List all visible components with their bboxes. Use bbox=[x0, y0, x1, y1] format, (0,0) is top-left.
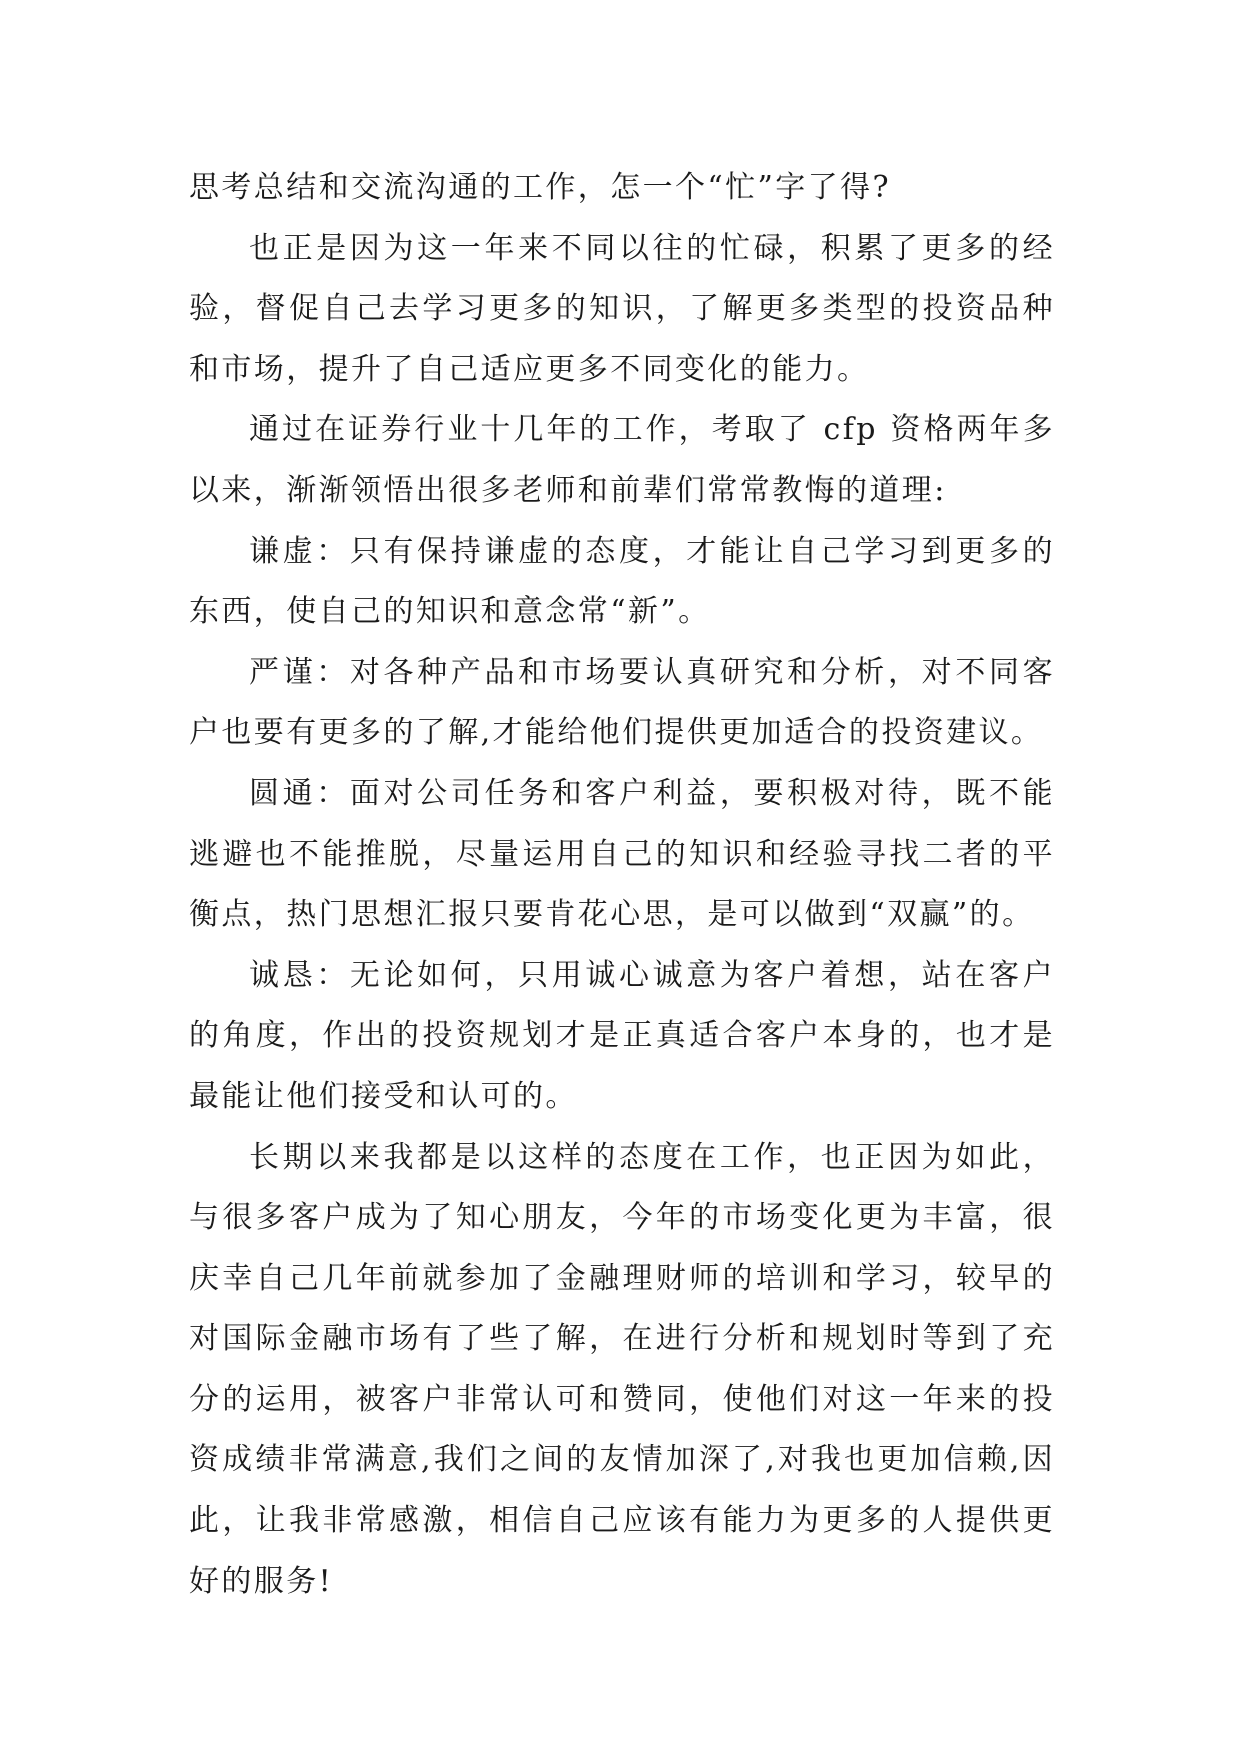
paragraph-continuation: 思考总结和交流沟通的工作，怎一个“忙”字了得? bbox=[189, 170, 891, 205]
paragraph-securities-career: 通过在证券行业十几年的工作，考取了 cfp 资格两年多以来，渐渐领悟出很多老师和前辈们常常教悔的道理: bbox=[189, 412, 1055, 508]
paragraph-sincerity: 诚恳：无论如何，只用诚心诚意为客户着想，站在客户的角度，作出的投资规划才是正真适合客户本身的，也才是最能让他们接受和认可的。 bbox=[189, 957, 1055, 1114]
document-body bbox=[189, 158, 1055, 1612]
paragraph-flexibility: 圆通：面对公司任务和客户利益，要积极对待，既不能逃避也不能推脱，尽量运用自己的知识和经验寻找二者的平衡点，热门思想汇报只要肯花心思，是可以做到“双赢”的。 bbox=[189, 775, 1055, 933]
paragraph-busy-experience: 也正是因为这一年来不同以往的忙碌，积累了更多的经验，督促自己去学习更多的知识，了解更多类型的投资品种和市场，提升了自己适应更多不同变化的能力。 bbox=[189, 230, 1055, 387]
paragraph-rigor: 严谨：对各种产品和市场要认真研究和分析，对不同客户也要有更多的了解,才能给他们提供更加适合的投资建议。 bbox=[189, 654, 1055, 751]
paragraph-conclusion: 长期以来我都是以这样的态度在工作，也正因为如此，与很多客户成为了知心朋友，今年的市场变化更为丰富，很庆幸自己几年前就参加了金融理财师的培训和学习，较早的对国际金融市场有了些了解，在进行分析和规划时等到了充分的运用，被客户非常认可和赞同，使他们对这一年来的投资成绩非常满意,我们之间的友情加深了,对我也更加信赖,因此，让我非常感激，相信自己应该有能力为更多的人提供更好的服务! bbox=[189, 1139, 1055, 1599]
paragraph-modesty: 谦虚：只有保持谦虚的态度，才能让自己学习到更多的东西，使自己的知识和意念常“新”。 bbox=[189, 533, 1055, 630]
